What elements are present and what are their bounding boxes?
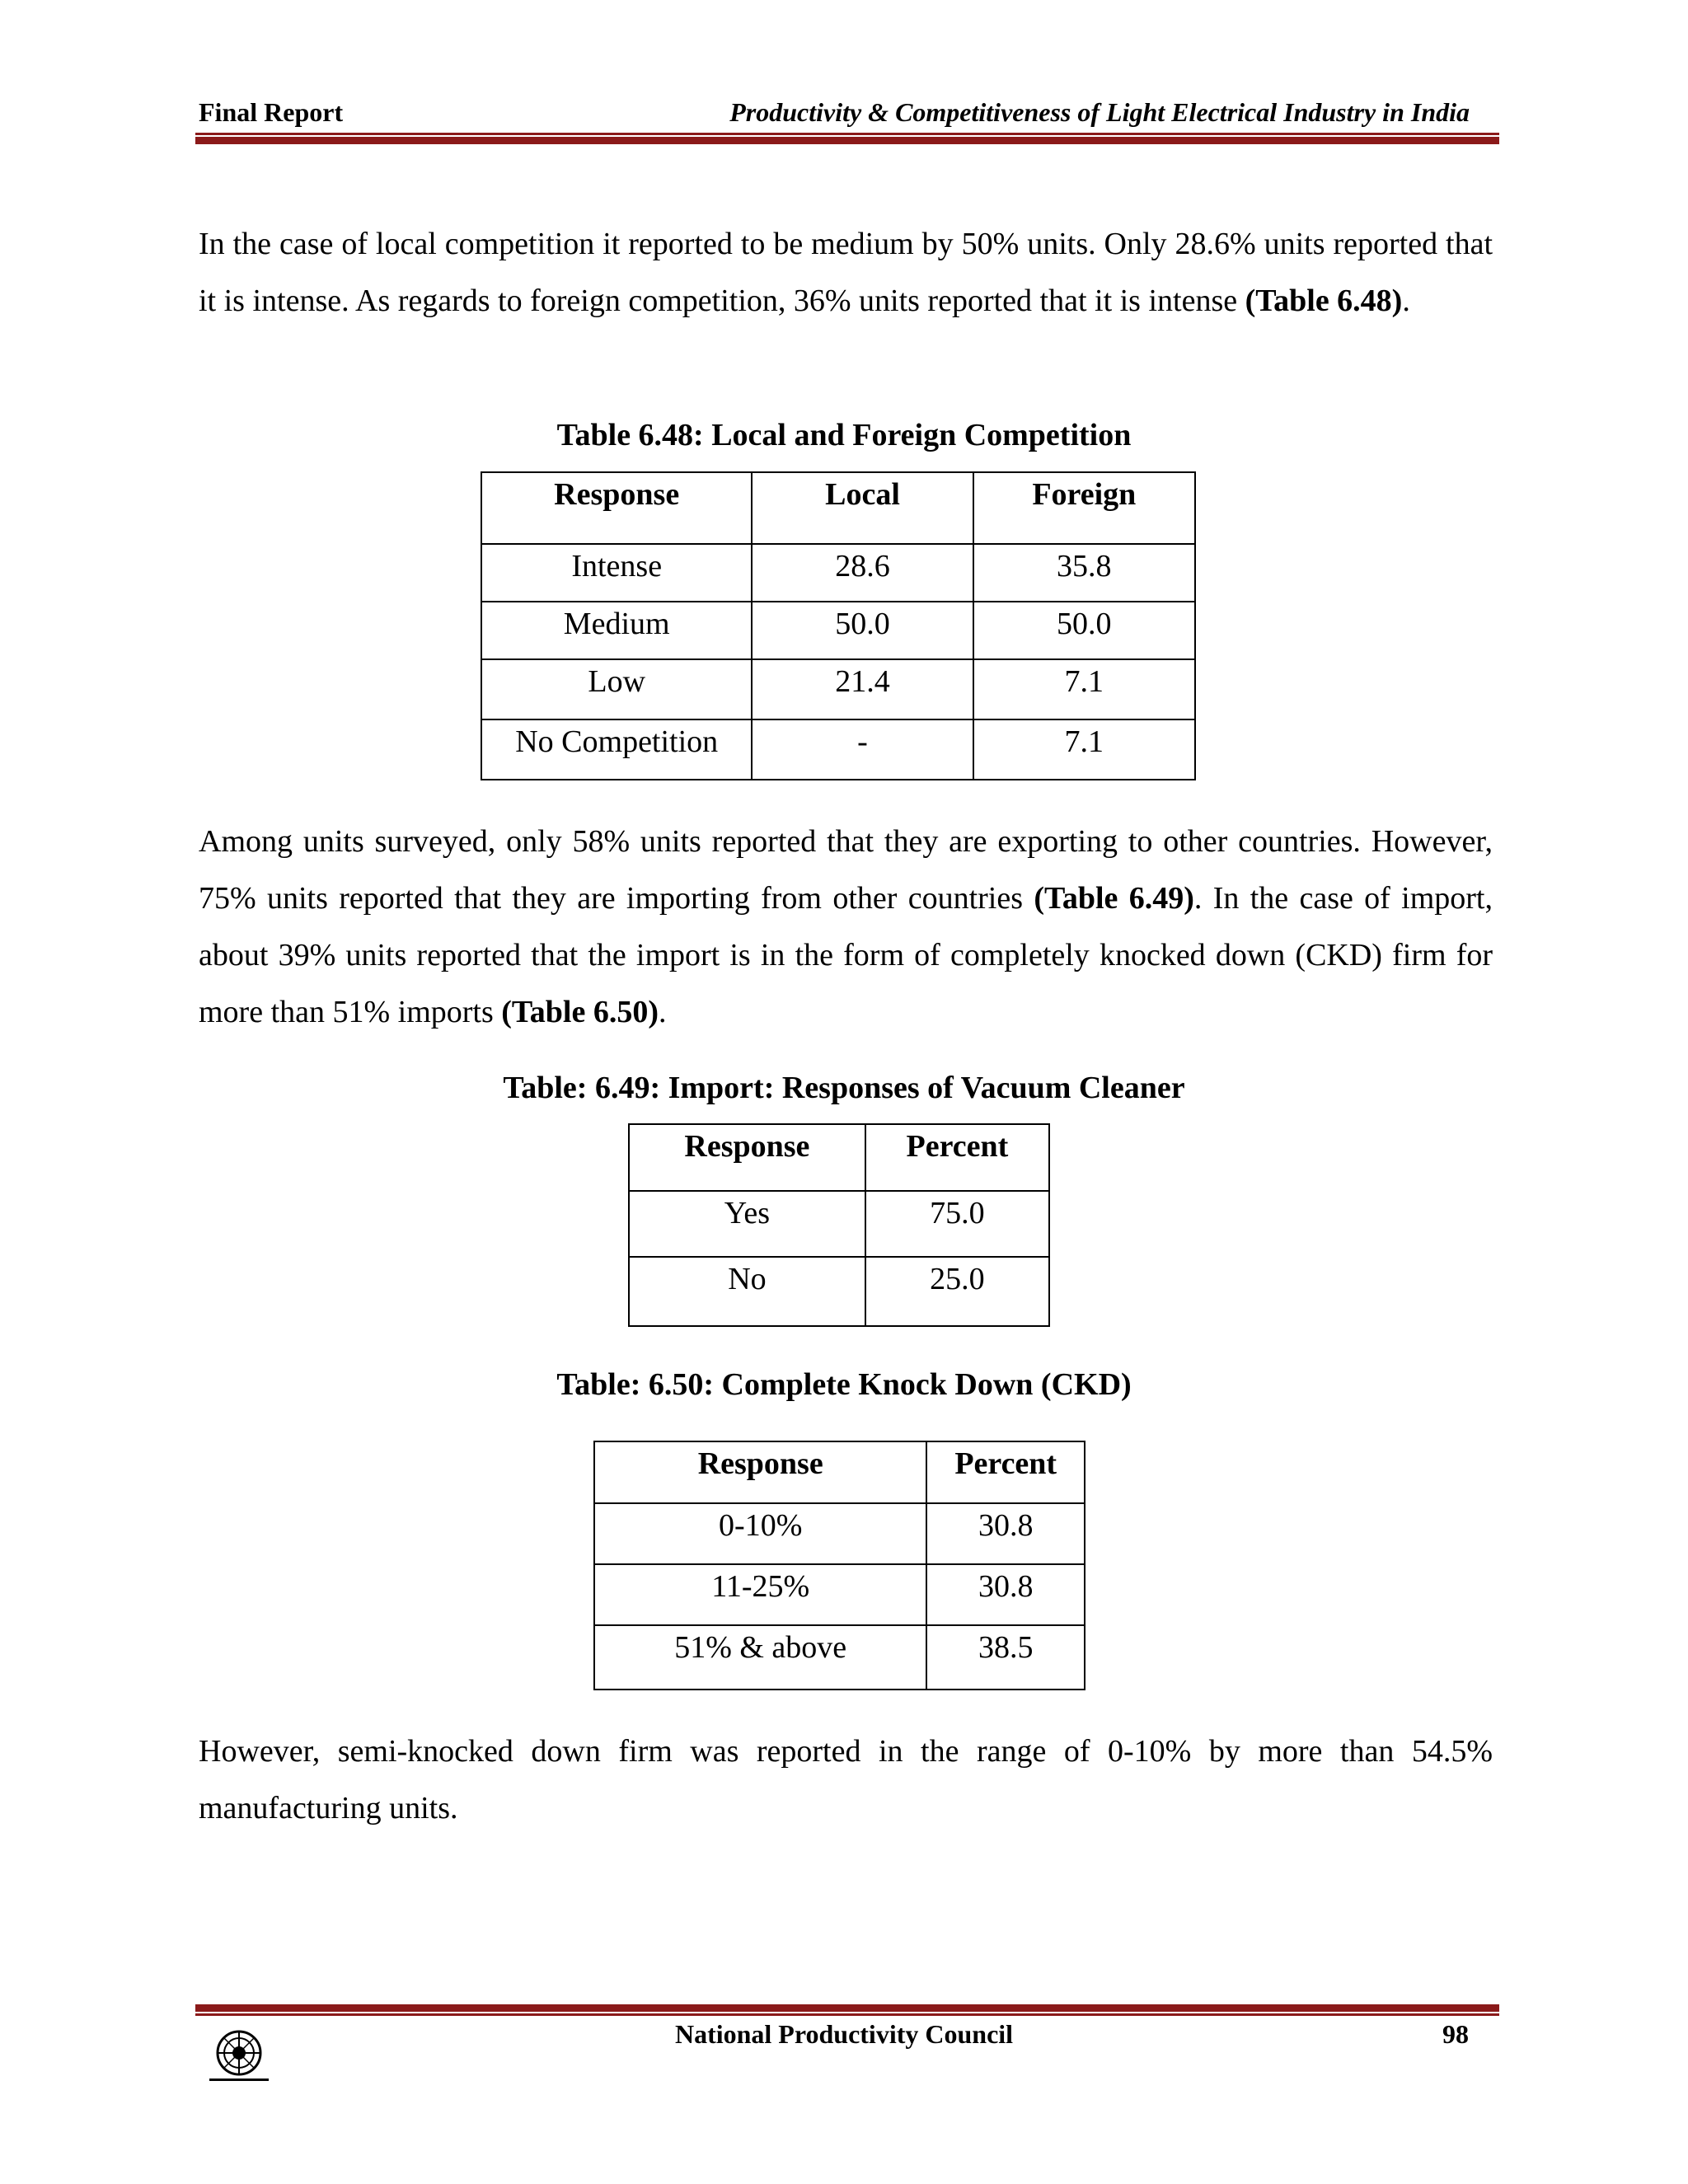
table-cell: 0-10% <box>594 1503 926 1564</box>
table-cell: Intense <box>481 544 752 602</box>
paragraph-export-import <box>199 813 1493 1041</box>
paragraph-text: . In the case of import, about 39% units reported that the import is in the form of completely knocked down (CKD) firm for more than 51% imports <box>199 881 1493 1029</box>
table-6-50-caption: Table: 6.50: Complete Knock Down (CKD) <box>556 1367 1132 1402</box>
paragraph-text: In the case of local competition it reported to be medium by 50% units. Only 28.6% units reported that it is intense. As regards to foreign competition, 36% units reported that it is intense <box>199 227 1493 318</box>
table-cell: 25.0 <box>865 1257 1049 1326</box>
footer-rule-thick <box>195 2004 1499 2012</box>
header-rule-thin <box>195 133 1499 135</box>
table-cell: 50.0 <box>973 602 1195 659</box>
table-cell: - <box>752 719 973 780</box>
header-rule-thick <box>195 137 1499 144</box>
table-header-row <box>594 1441 1085 1503</box>
table-row <box>629 1257 1049 1326</box>
table-6-49 <box>628 1123 1050 1327</box>
column-header: Percent <box>926 1441 1085 1503</box>
table-cell: 50.0 <box>752 602 973 659</box>
table-reference: (Table 6.48) <box>1245 284 1403 318</box>
table-header-row <box>481 472 1195 544</box>
table-6-48-caption: Table 6.48: Local and Foreign Competition <box>556 418 1132 452</box>
table-cell: 38.5 <box>926 1625 1085 1690</box>
column-header: Response <box>481 472 752 544</box>
table-row <box>481 659 1195 719</box>
table-cell: Medium <box>481 602 752 659</box>
table-cell: 35.8 <box>973 544 1195 602</box>
header-left-title: Final Report <box>199 97 344 127</box>
paragraph-semi-knocked-down: However, semi-knocked down firm was reported in the range of 0-10% by more than 54.5% manufacturing units. <box>199 1734 1493 1825</box>
table-row <box>481 602 1195 659</box>
table-row <box>629 1191 1049 1257</box>
table-header-row <box>629 1124 1049 1191</box>
table-cell: 7.1 <box>973 659 1195 719</box>
table-row <box>594 1564 1085 1625</box>
table-cell: No <box>629 1257 865 1326</box>
table-cell: Low <box>481 659 752 719</box>
table-row <box>594 1503 1085 1564</box>
table-reference: (Table 6.50) <box>501 995 659 1029</box>
table-cell: 30.8 <box>926 1564 1085 1625</box>
table-row <box>481 719 1195 780</box>
header-right-title: Productivity & Competitiveness of Light Electrical Industry in India <box>729 97 1470 127</box>
column-header: Foreign <box>973 472 1195 544</box>
footer-rule-thin <box>195 2013 1499 2016</box>
footer-organization: National Productivity Council <box>674 2019 1014 2049</box>
table-cell: No Competition <box>481 719 752 780</box>
table-row <box>481 544 1195 602</box>
column-header: Local <box>752 472 973 544</box>
table-cell: 75.0 <box>865 1191 1049 1257</box>
paragraph-local-foreign <box>199 216 1493 330</box>
paragraph-end: . <box>659 995 667 1029</box>
table-cell: Yes <box>629 1191 865 1257</box>
column-header: Response <box>594 1441 926 1503</box>
paragraph-end: . <box>1402 284 1410 318</box>
table-cell: 21.4 <box>752 659 973 719</box>
table-reference: (Table 6.49) <box>1034 881 1194 916</box>
column-header: Response <box>629 1124 865 1191</box>
table-cell: 51% & above <box>594 1625 926 1690</box>
page-number: 98 <box>1442 2019 1469 2049</box>
column-header: Percent <box>865 1124 1049 1191</box>
table-cell: 11-25% <box>594 1564 926 1625</box>
table-6-48 <box>481 471 1196 780</box>
table-cell: 30.8 <box>926 1503 1085 1564</box>
table-row <box>594 1625 1085 1690</box>
paragraph-text: Among units surveyed, only 58% units reported that they are exporting to other countries. However, 75% units reported that they are importing from other countries <box>199 824 1493 916</box>
npc-emblem-icon <box>198 2023 280 2085</box>
table-6-49-caption: Table: 6.49: Import: Responses of Vacuum Cleaner <box>503 1071 1185 1105</box>
table-cell: 28.6 <box>752 544 973 602</box>
table-cell: 7.1 <box>973 719 1195 780</box>
table-6-50 <box>593 1441 1085 1690</box>
